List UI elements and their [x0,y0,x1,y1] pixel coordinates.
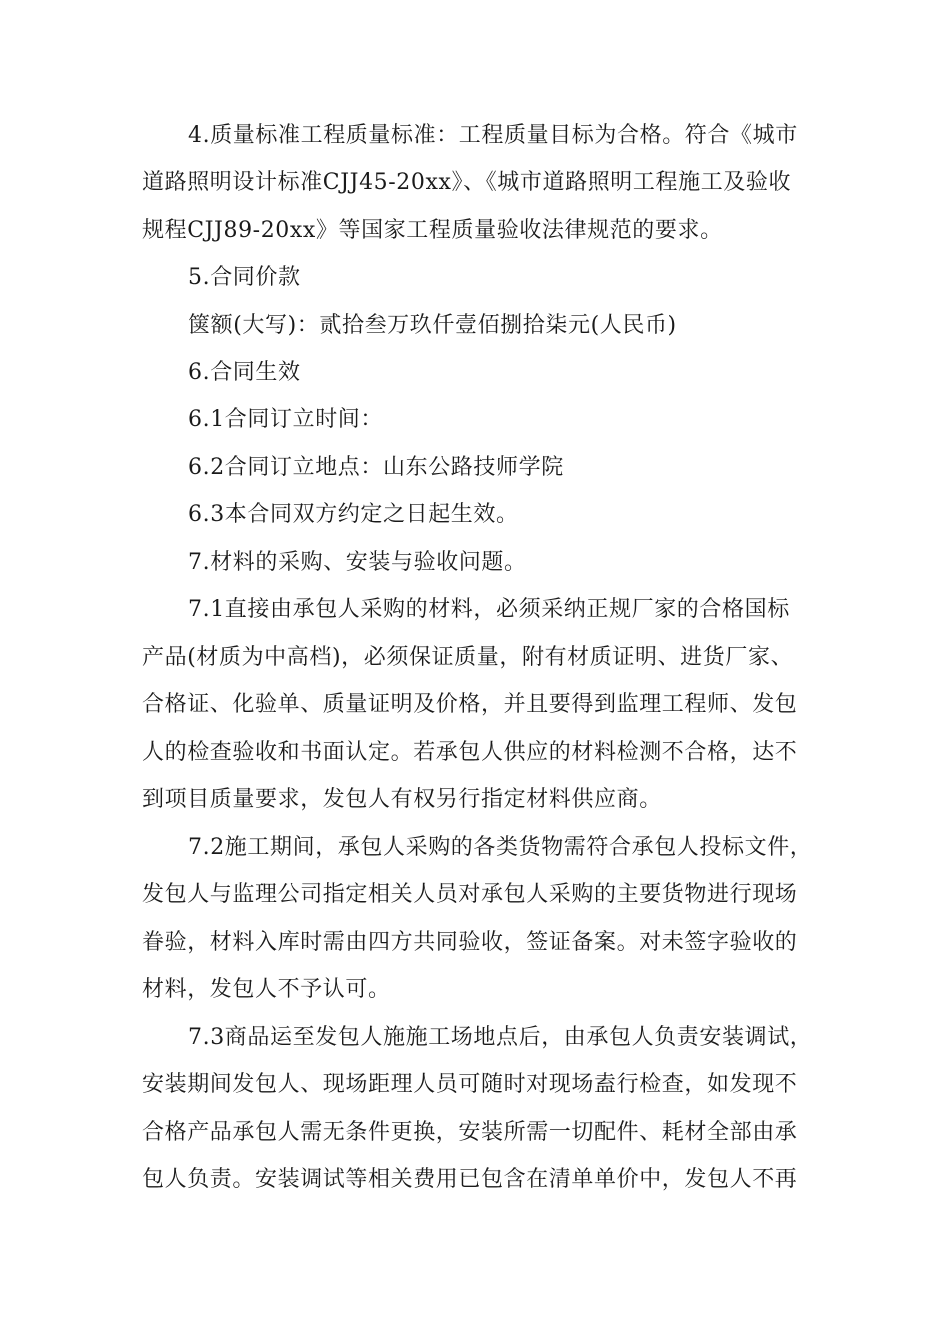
text-line-1: 4.质量标准工程质量标准：工程质量目标为合格。符合《城市 [188,123,798,148]
text-line-10: 7.材料的采购、安装与验收问题。 [188,550,527,575]
text-line-19: 材料，发包人不予认可。 [142,977,391,1002]
text-line-4: 5.合同价款 [188,265,301,290]
text-line-20: 7.3商品运至发包人施施工场地点后，由承包人负责安装调试， [188,1025,813,1050]
text-line-11: 7.1直接由承包人采购的材料，必须采纳正规厂家的合格国标 [188,597,790,622]
text-line-8: 6.2合同订立地点：山东公路技师学院 [188,455,564,480]
text-line-16: 7.2施工期间，承包人采购的各类货物需符合承包人投标文件， [188,835,813,860]
text-line-13: 合格证、化验单、质量证明及价格，并且要得到监理工程师、发包 [142,692,798,717]
text-line-6: 6.合同生效 [188,360,301,385]
text-line-9: 6.3本合同双方约定之日起生效。 [188,502,519,527]
text-line-12: 产品(材质为中高档)，必须保证质量，附有材质证明、进货厂家、 [142,645,794,670]
text-line-15: 到项目质量要求，发包人有权另行指定材料供应商。 [142,787,662,812]
text-line-2: 道路照明设计标准CJJ45-20xx》、《城市道路照明工程施工及验收 [142,170,792,195]
text-line-23: 包人负责。安装调试等相关费用已包含在清单单价中，发包人不再 [142,1167,798,1192]
text-line-22: 合格产品承包人需无条件更换，安装所需一切配件、耗材全部由承 [142,1120,798,1145]
text-line-17: 发包人与监理公司指定相关人员对承包人采购的主要货物进行现场 [142,882,798,907]
text-line-14: 人的检查验收和书面认定。若承包人供应的材料检测不合格，达不 [142,740,798,765]
text-line-3: 规程CJJ89-20xx》等国家工程质量验收法律规范的要求。 [142,218,723,243]
text-line-21: 安装期间发包人、现场距理人员可随时对现场盍行检查，如发现不 [142,1072,798,1097]
text-line-18: 眷验，材料入库时需由四方共同验收，签证备案。对未签字验收的 [142,930,798,955]
text-line-5: 箧额(大写)：贰拾叁万玖仟壹佰捌拾柒元(人民币) [188,313,677,338]
text-line-7: 6.1合同订立时间： [188,407,383,432]
